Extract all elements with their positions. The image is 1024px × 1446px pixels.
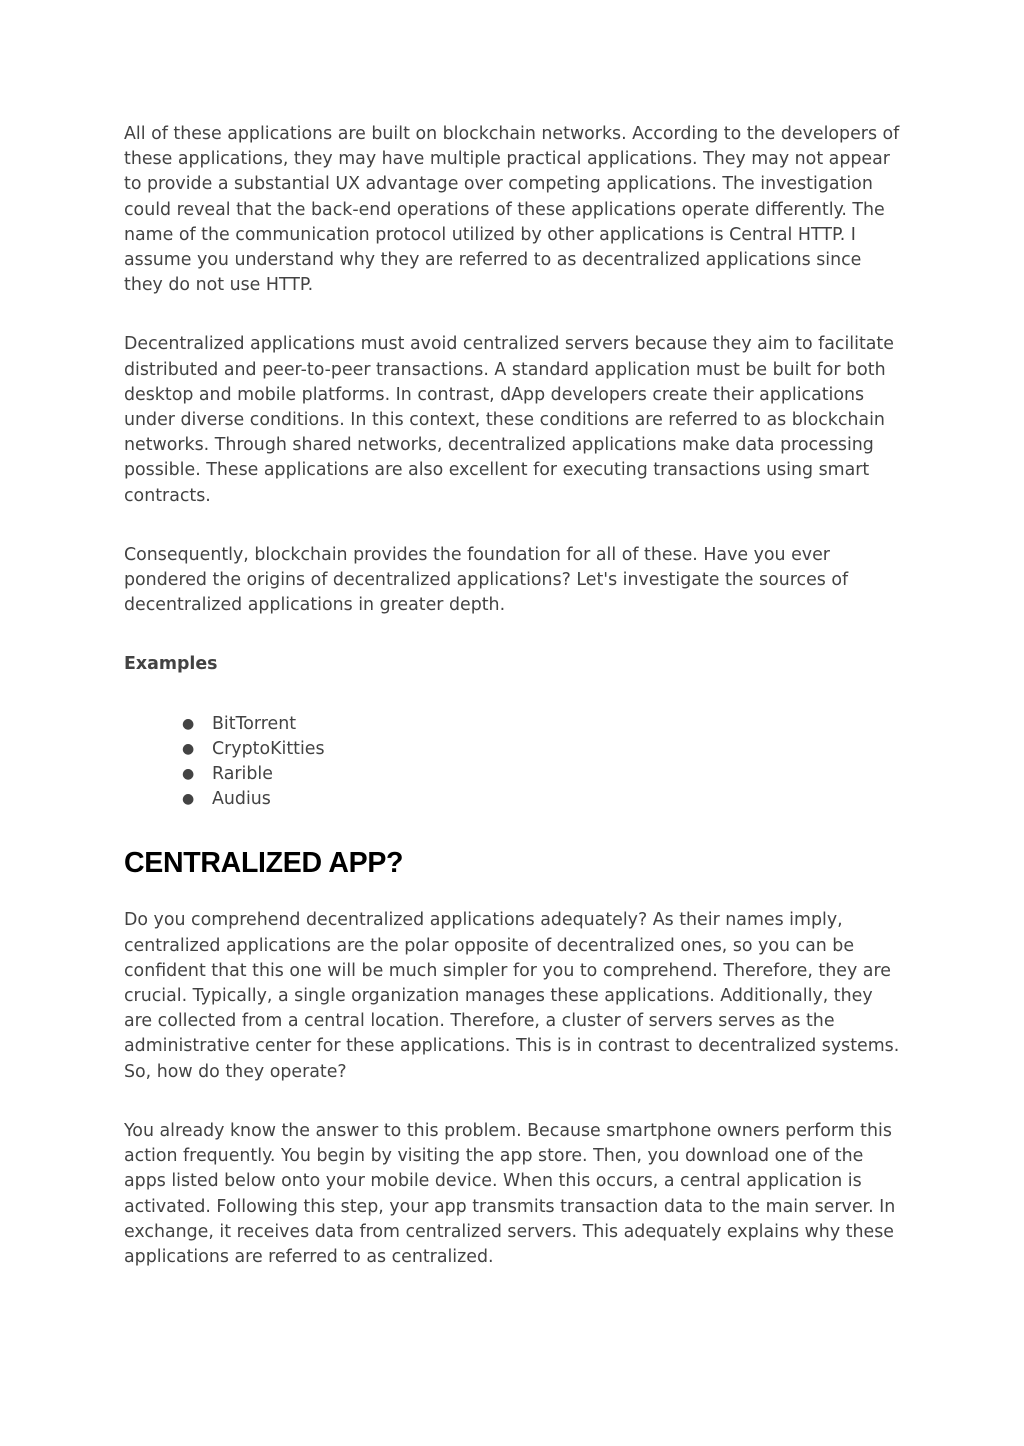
bullet-icon: ● [182, 715, 195, 732]
examples-heading: Examples [124, 654, 218, 675]
list-item [124, 762, 904, 787]
list-item-label: BitTorrent [212, 713, 297, 734]
bullet-icon: ● [182, 766, 195, 783]
section-paragraph-1: Do you comprehend decentralized applications adequately? As their names imply, centralized applications are the polar opposite of decentralized ones, so you can be confident that this one will be much simpler for you to comprehend. Therefore, they are crucial. Typically, a single organization manages these applications. Additionally, they are collected from a central location. Therefore, a cluster of servers serves as the administrative center for these applications. This is in contrast to decentralized systems. So, how do they operate? [124, 910, 900, 1082]
bullet-icon: ● [182, 740, 195, 757]
section-title: CENTRALIZED APP? [124, 847, 404, 880]
document-page [124, 122, 904, 1304]
list-item-label: CryptoKitties [212, 738, 325, 759]
bullet-icon: ● [182, 791, 195, 808]
intro-paragraph-3: Consequently, blockchain provides the foundation for all of these. Have you ever pondered the origins of decentralized applications? Let's investigate the sources of decentralized applications in greater depth. [124, 544, 849, 616]
list-item-label: Audius [212, 789, 271, 810]
list-item [124, 787, 904, 812]
list-item [124, 712, 904, 737]
list-item-label: Rarible [212, 764, 273, 785]
intro-paragraph-2: Decentralized applications must avoid centralized servers because they aim to facilitate distributed and peer-to-peer transactions. A standard application must be built for both desktop and mobile platforms. In contrast, dApp developers create their applications under diverse conditions. In this context, these conditions are referred to as blockchain networks. Through shared networks, decentralized applications make data processing possible. These applications are also excellent for executing transactions using smart contracts. [124, 334, 894, 506]
examples-list [124, 712, 904, 813]
section-paragraph-2: You already know the answer to this problem. Because smartphone owners perform this action frequently. You begin by visiting the app store. Then, you download one of the apps listed below onto your mobile device. When this occurs, a central application is activated. Following this step, your app transmits transaction data to the main server. In exchange, it receives data from centralized servers. This adequately explains why these applications are referred to as centralized. [124, 1120, 896, 1267]
intro-paragraph-1: All of these applications are built on blockchain networks. According to the developers of these applications, they may have multiple practical applications. They may not appear to provide a substantial UX advantage over competing applications. The investigation could reveal that the back-end operations of these applications operate differently. The name of the communication protocol utilized by other applications is Central HTTP. I assume you understand why they are referred to as decentralized applications since they do not use HTTP. [124, 124, 900, 296]
list-item [124, 737, 904, 762]
